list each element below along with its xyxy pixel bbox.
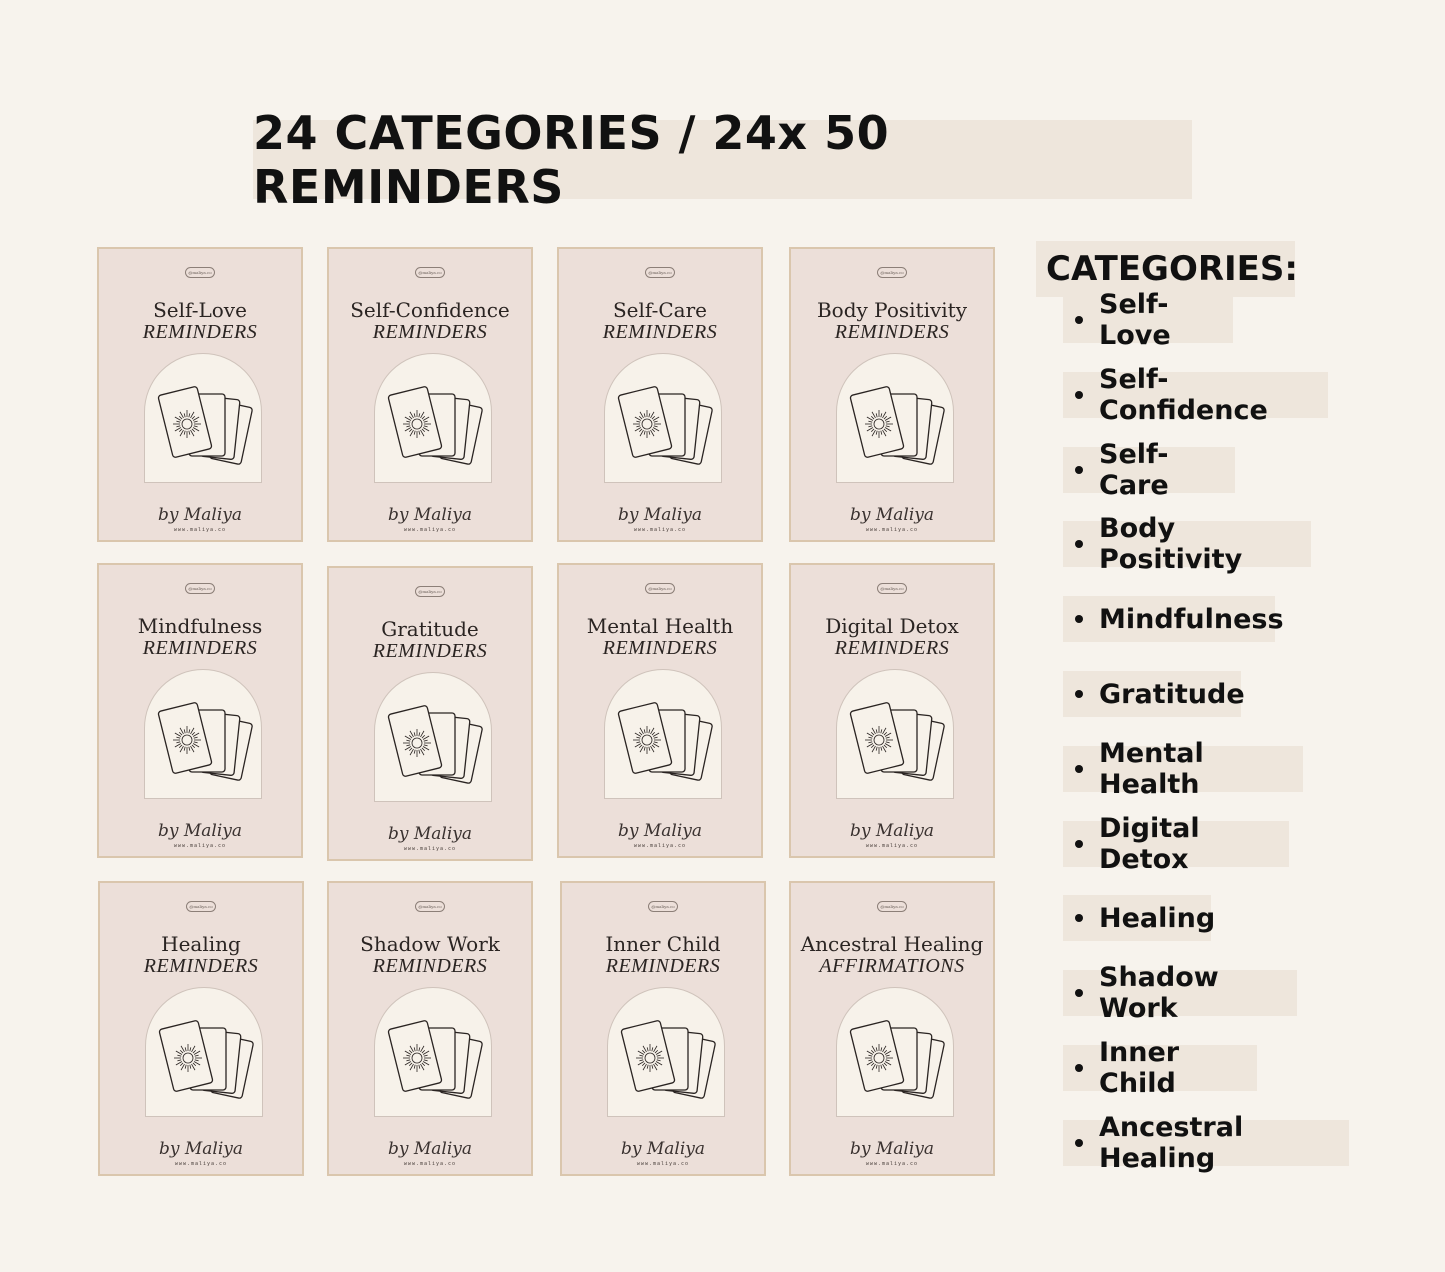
category-label: Self-Love — [1099, 289, 1171, 351]
tarot-cards-icon — [608, 988, 726, 1118]
card-brand-badge: @maliya.co — [186, 901, 216, 912]
card-website: www.maliya.co — [865, 527, 919, 533]
card-arch-frame — [374, 987, 492, 1117]
category-list-item — [1063, 812, 1289, 875]
tarot-cards-icon — [375, 988, 493, 1118]
card-signature: by Maliya — [387, 824, 473, 844]
card-arch-frame — [604, 353, 722, 483]
card-website: www.maliya.co — [403, 527, 457, 533]
tarot-cards-icon — [145, 354, 263, 484]
card-brand-badge: @maliya.co — [185, 267, 215, 278]
reminder-card — [327, 566, 533, 861]
card-brand-badge: @maliya.co — [645, 583, 675, 594]
card-signature: by Maliya — [157, 505, 243, 525]
card-brand-badge: @maliya.co — [877, 583, 907, 594]
reminder-card — [557, 247, 763, 542]
category-label: Shadow Work — [1099, 962, 1219, 1025]
card-title: Body Positivity — [816, 298, 967, 322]
tarot-cards-icon — [837, 670, 955, 800]
card-brand-badge: @maliya.co — [185, 583, 215, 594]
category-label: Self-Confidence — [1099, 363, 1268, 426]
category-list-item — [1063, 289, 1233, 351]
categories-heading: CATEGORIES: — [1036, 241, 1295, 297]
card-signature: by Maliya — [387, 1139, 473, 1159]
category-label: Self-Care — [1099, 438, 1169, 501]
card-title: Shadow Work — [360, 932, 500, 956]
category-label: Gratitude — [1099, 678, 1245, 710]
card-arch-frame — [145, 987, 263, 1117]
bullet-icon — [1075, 466, 1083, 474]
category-list-item — [1063, 363, 1328, 426]
card-arch-frame — [374, 353, 492, 483]
card-title: Self-Love — [153, 298, 247, 322]
reminder-card — [789, 563, 995, 858]
card-title: Ancestral Healing — [800, 932, 984, 956]
card-signature: by Maliya — [387, 505, 473, 525]
card-signature: by Maliya — [157, 821, 243, 841]
category-list-item — [1063, 513, 1311, 576]
category-list-item — [1063, 895, 1216, 941]
card-signature: by Maliya — [849, 1139, 935, 1159]
tarot-cards-icon — [375, 673, 493, 803]
card-arch-frame — [374, 672, 492, 802]
card-brand-badge: @maliya.co — [648, 901, 678, 912]
category-label: Digital Detox — [1099, 812, 1200, 875]
card-subtitle: REMINDERS — [372, 321, 488, 343]
card-subtitle: REMINDERS — [372, 640, 488, 662]
category-list-item — [1063, 737, 1303, 800]
card-arch-frame — [607, 987, 725, 1117]
card-subtitle: REMINDERS — [142, 321, 258, 343]
tarot-cards-icon — [605, 670, 723, 800]
reminder-card — [557, 563, 763, 858]
card-arch-frame — [144, 353, 262, 483]
tarot-cards-icon — [605, 354, 723, 484]
bullet-icon — [1075, 1139, 1083, 1147]
category-label: Mindfulness — [1099, 603, 1284, 635]
category-label: Body Positivity — [1099, 513, 1243, 576]
bullet-icon — [1075, 540, 1083, 548]
card-title: Mindfulness — [137, 614, 263, 638]
card-signature: by Maliya — [849, 505, 935, 525]
bullet-icon — [1075, 914, 1083, 922]
card-signature: by Maliya — [617, 505, 703, 525]
bullet-icon — [1075, 615, 1083, 623]
bullet-icon — [1075, 1064, 1083, 1072]
card-brand-badge: @maliya.co — [415, 267, 445, 278]
reminder-card — [327, 881, 533, 1176]
card-title: Self-Confidence — [350, 298, 510, 322]
card-brand-badge: @maliya.co — [645, 267, 675, 278]
tarot-cards-icon — [375, 354, 493, 484]
card-website: www.maliya.co — [633, 843, 687, 849]
card-website: www.maliya.co — [865, 843, 919, 849]
category-list-item — [1063, 596, 1284, 642]
category-label: Inner Child — [1099, 1037, 1180, 1099]
card-website: www.maliya.co — [174, 1161, 228, 1167]
card-website: www.maliya.co — [636, 1161, 690, 1167]
card-signature: by Maliya — [849, 821, 935, 841]
bullet-icon — [1075, 690, 1083, 698]
card-website: www.maliya.co — [865, 1161, 919, 1167]
card-signature: by Maliya — [617, 821, 703, 841]
card-arch-frame — [836, 987, 954, 1117]
card-arch-frame — [836, 669, 954, 799]
category-label: Mental Health — [1099, 737, 1204, 800]
card-arch-frame — [836, 353, 954, 483]
card-signature: by Maliya — [620, 1139, 706, 1159]
card-website: www.maliya.co — [173, 527, 227, 533]
tarot-cards-icon — [837, 354, 955, 484]
card-title: Mental Health — [586, 614, 734, 638]
category-list-item — [1063, 962, 1297, 1025]
card-brand-badge: @maliya.co — [877, 901, 907, 912]
card-website: www.maliya.co — [173, 843, 227, 849]
card-subtitle: REMINDERS — [834, 637, 950, 659]
card-subtitle: AFFIRMATIONS — [819, 955, 965, 977]
card-subtitle: REMINDERS — [143, 955, 259, 977]
card-brand-badge: @maliya.co — [877, 267, 907, 278]
card-subtitle: REMINDERS — [602, 321, 718, 343]
reminder-card — [97, 563, 303, 858]
category-label: Ancestral Healing — [1099, 1111, 1244, 1174]
card-subtitle: REMINDERS — [605, 955, 721, 977]
card-website: www.maliya.co — [403, 846, 457, 852]
card-signature: by Maliya — [158, 1139, 244, 1159]
category-list-item — [1063, 1111, 1349, 1174]
bullet-icon — [1075, 765, 1083, 773]
card-title: Inner Child — [605, 932, 721, 956]
category-list-item — [1063, 671, 1245, 717]
page-headline: 24 CATEGORIES / 24x 50 REMINDERS — [253, 120, 1192, 199]
card-subtitle: REMINDERS — [142, 637, 258, 659]
category-label: Healing — [1099, 902, 1216, 934]
card-title: Self-Care — [612, 298, 707, 322]
category-list-item — [1063, 438, 1235, 501]
reminder-card — [789, 247, 995, 542]
tarot-cards-icon — [146, 988, 264, 1118]
card-arch-frame — [144, 669, 262, 799]
reminder-card — [97, 247, 303, 542]
category-list-item — [1063, 1037, 1257, 1099]
reminder-card — [560, 881, 766, 1176]
card-title: Digital Detox — [825, 614, 959, 638]
reminder-card — [327, 247, 533, 542]
card-arch-frame — [604, 669, 722, 799]
reminder-card — [789, 881, 995, 1176]
bullet-icon — [1075, 316, 1083, 324]
card-subtitle: REMINDERS — [372, 955, 488, 977]
tarot-cards-icon — [145, 670, 263, 800]
card-website: www.maliya.co — [633, 527, 687, 533]
reminder-card — [98, 881, 304, 1176]
tarot-cards-icon — [837, 988, 955, 1118]
card-brand-badge: @maliya.co — [415, 586, 445, 597]
bullet-icon — [1075, 989, 1083, 997]
bullet-icon — [1075, 840, 1083, 848]
card-title: Gratitude — [381, 617, 479, 641]
card-subtitle: REMINDERS — [834, 321, 950, 343]
card-brand-badge: @maliya.co — [415, 901, 445, 912]
bullet-icon — [1075, 391, 1083, 399]
card-title: Healing — [161, 932, 241, 956]
card-website: www.maliya.co — [403, 1161, 457, 1167]
card-subtitle: REMINDERS — [602, 637, 718, 659]
